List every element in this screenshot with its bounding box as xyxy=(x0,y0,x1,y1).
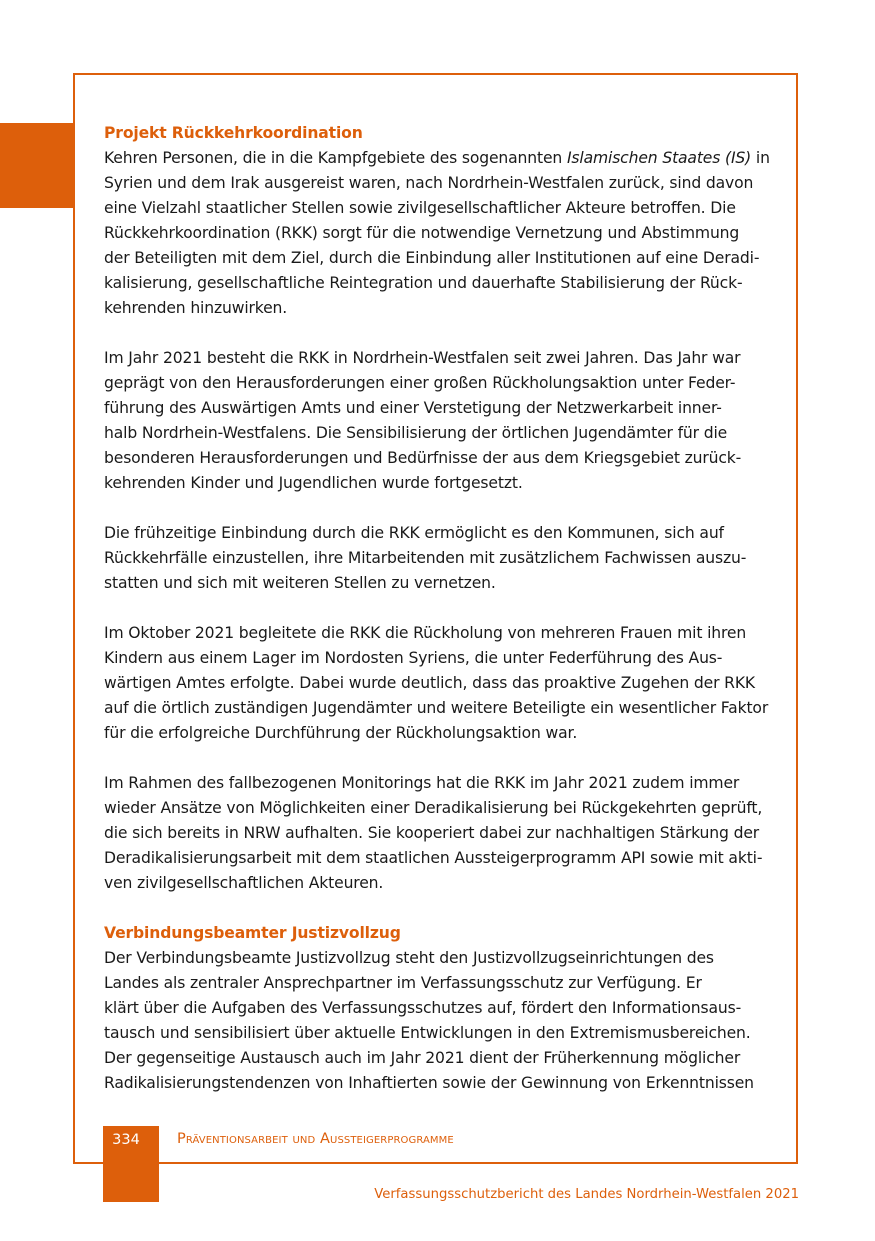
paragraph xyxy=(104,346,779,496)
text-line: besonderen Herausforderungen und Bedürfnisse der aus dem Kriegsgebiet zurück- xyxy=(104,449,742,467)
text-line: Radikalisierungstendenzen von Inhaftierten sowie der Gewinnung von Erkenntnissen xyxy=(104,1074,754,1092)
section-body-verbindungsbeamter xyxy=(104,946,779,1096)
text-line: klärt über die Aufgaben des Verfassungsschutzes auf, fördert den Informationsaus- xyxy=(104,999,742,1017)
italic-term: Islamischen Staates (IS) xyxy=(566,149,752,167)
text-line: Die frühzeitige Einbindung durch die RKK ermöglicht es den Kommunen, sich auf xyxy=(104,524,724,542)
text-line: halb Nordrhein-Westfalens. Die Sensibilisierung der örtlichen Jugendämter für die xyxy=(104,424,728,442)
report-title: Verfassungsschutzbericht des Landes Nordrhein-Westfalen 2021 xyxy=(374,1187,799,1202)
text-line: führung des Auswärtigen Amts und einer Verstetigung der Netzwerkarbeit inner- xyxy=(104,399,722,417)
text-line: wärtigen Amtes erfolgte. Dabei wurde deutlich, dass das proaktive Zugehen der RKK xyxy=(104,674,756,692)
text-line: kehrenden Kinder und Jugendlichen wurde fortgesetzt. xyxy=(104,474,523,492)
paragraph xyxy=(104,621,779,746)
text-line: Deradikalisierungsarbeit mit dem staatlichen Aussteigerprogramm API sowie mit akti- xyxy=(104,849,763,867)
main-content xyxy=(104,121,779,1096)
section-body-rueckkehrkoordination xyxy=(104,146,779,896)
section-heading-verbindungsbeamter: Verbindungsbeamter Justizvollzug xyxy=(104,924,401,942)
paragraph xyxy=(104,771,779,896)
text-run: Kehren Personen, die in die Kampfgebiete des sogenannten xyxy=(104,149,567,167)
paragraph xyxy=(104,946,779,1096)
text-line: kehrenden hinzuwirken. xyxy=(104,299,288,317)
section-heading-rueckkehrkoordination: Projekt Rückkehrkoordination xyxy=(104,124,363,142)
paragraph xyxy=(104,521,779,596)
text-line: geprägt von den Herausforderungen einer großen Rückholungsaktion unter Feder- xyxy=(104,374,736,392)
text-line: wieder Ansätze von Möglichkeiten einer Deradikalisierung bei Rückgekehrten geprüft, xyxy=(104,799,763,817)
text-line: der Beteiligten mit dem Ziel, durch die Einbindung aller Institutionen auf eine Deradi- xyxy=(104,249,760,267)
text-line: Rückkehrkoordination (RKK) sorgt für die notwendige Vernetzung und Abstimmung xyxy=(104,224,740,242)
text-line: tausch und sensibilisiert über aktuelle Entwicklungen in den Extremismusbereichen. xyxy=(104,1024,751,1042)
text-line: Der gegenseitige Austausch auch im Jahr 2021 dient der Früherkennung möglicher xyxy=(104,1049,741,1067)
text-line: Kindern aus einem Lager im Nordosten Syriens, die unter Federführung des Aus- xyxy=(104,649,723,667)
text-line: Im Jahr 2021 besteht die RKK in Nordrhein-Westfalen seit zwei Jahren. Das Jahr war xyxy=(104,349,741,367)
text-line: Im Oktober 2021 begleitete die RKK die Rückholung von mehreren Frauen mit ihren xyxy=(104,624,747,642)
page-number-box xyxy=(103,1126,159,1202)
text-line: kalisierung, gesellschaftliche Reintegration und dauerhafte Stabilisierung der Rück- xyxy=(104,274,743,292)
text-line: für die erfolgreiche Durchführung der Rückholungsaktion war. xyxy=(104,724,578,742)
text-line: Syrien und dem Irak ausgereist waren, nach Nordrhein-Westfalen zurück, sind davon xyxy=(104,174,754,192)
text-line: auf die örtlich zuständigen Jugendämter und weitere Beteiligte ein wesentlicher Faktor xyxy=(104,699,769,717)
chapter-title: Präventionsarbeit und Aussteigerprogramme xyxy=(177,1131,454,1147)
side-tab-marker xyxy=(0,123,73,208)
text-line: Im Rahmen des fallbezogenen Monitorings hat die RKK im Jahr 2021 zudem immer xyxy=(104,774,740,792)
text-line xyxy=(104,146,779,171)
text-line: eine Vielzahl staatlicher Stellen sowie zivilgesellschaftlicher Akteure betroffen. Die xyxy=(104,199,736,217)
text-line: Landes als zentraler Ansprechpartner im Verfassungsschutz zur Verfügung. Er xyxy=(104,974,702,992)
text-line: ven zivilgesellschaftlichen Akteuren. xyxy=(104,874,384,892)
text-line: die sich bereits in NRW aufhalten. Sie kooperiert dabei zur nachhaltigen Stärkung der xyxy=(104,824,760,842)
text-run: in xyxy=(751,149,770,167)
paragraph xyxy=(104,146,779,321)
text-line: Der Verbindungsbeamte Justizvollzug steht den Justizvollzugseinrichtungen des xyxy=(104,949,714,967)
page-number: 334 xyxy=(112,1132,140,1148)
text-line: Rückkehrfälle einzustellen, ihre Mitarbeitenden mit zusätzlichem Fachwissen auszu- xyxy=(104,549,747,567)
text-line: statten und sich mit weiteren Stellen zu vernetzen. xyxy=(104,574,496,592)
